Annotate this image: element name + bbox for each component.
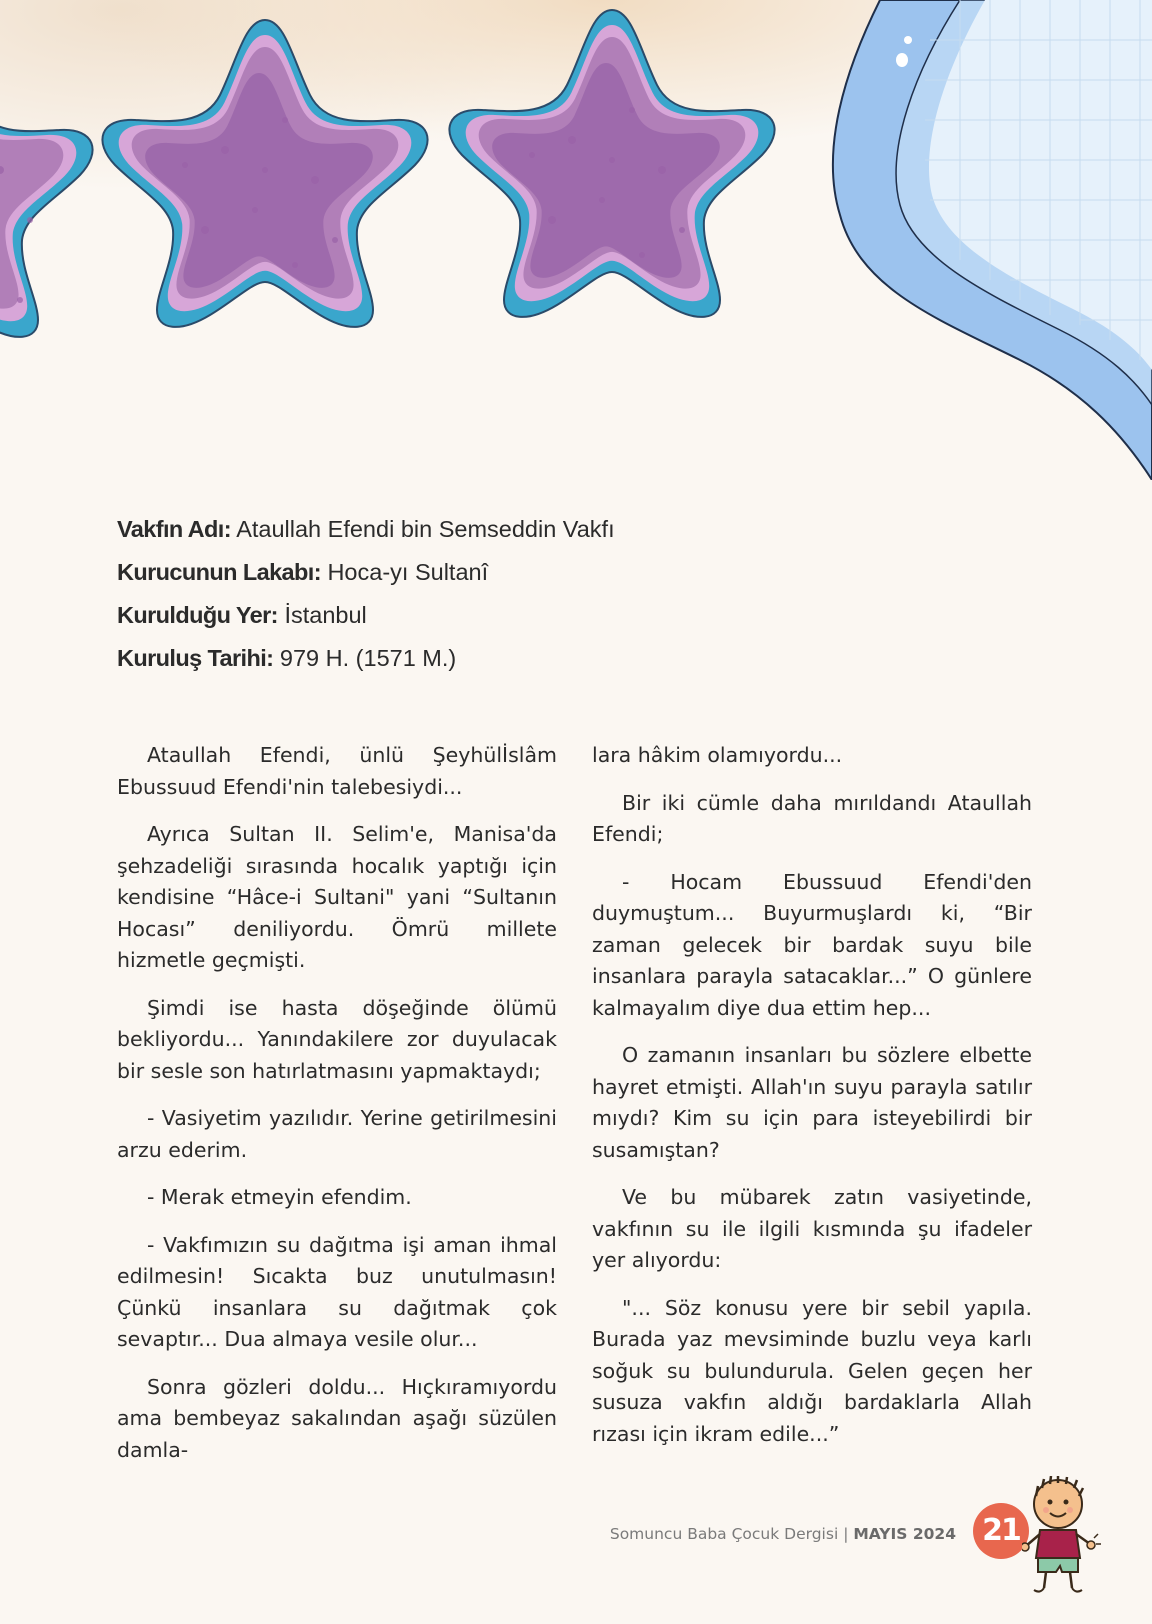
paragraph: Ve bu mübarek zatın vasiyetinde, vakfının su ile ilgili kısmında şu ifadeler yer alıyordu: [592,1185,1032,1272]
info-value: Ataullah Efendi bin Semseddin Vakfı [236,516,615,542]
paragraph: "... Söz konusu yere bir sebil yapıla. Burada yaz mevsiminde buzlu veya karlı soğuk su bulundurula. Gelen geçen her susuza vakfın aldığı bardaklarla Allah rızası için ikram edile...” [592,1295,1032,1446]
paragraph: Sonra gözleri doldu... Hıçkıramıyordu ama bembeyaz sakalından aşağı süzülen damla- [117,1374,557,1462]
foundation-info [117,508,615,680]
starfish-icon [449,10,774,317]
header-illustration [0,0,1152,480]
magazine-name: Somuncu Baba Çocuk Dergisi [609,1525,839,1543]
footer-separator: | [843,1525,849,1543]
pool-icon [833,0,1152,480]
article-column-left [117,740,557,1482]
paragraph-continuation: lara hâkim olamıyordu... [592,743,843,767]
page-footer [570,1525,956,1543]
paragraph: - Vakfımızın su dağıtma işi aman ihmal edilmesin! Sıcakta buz unutulmasın! Çünkü insanlara su dağıtmak çok sevaptır... Dua almaya vesile olur... [117,1232,557,1351]
info-row-name [117,508,615,551]
page-number: 21 [973,1503,1029,1559]
info-label: Vakfın Adı: [117,516,231,542]
issue-date: MAYIS 2024 [853,1525,956,1543]
info-label: Kurulduğu Yer: [117,602,278,628]
boy-mascot-icon [1022,1476,1102,1596]
paragraph: Ataullah Efendi, ünlü Şeyhülİslâm Ebussuud Efendi'nin talebesiydi... [117,743,557,799]
info-value: 979 H. (1571 M.) [279,645,457,671]
info-label: Kuruluş Tarihi: [117,645,274,671]
paragraph: O zamanın insanları bu sözlere elbette hayret etmişti. Allah'ın suyu parayla satılır mıydı? Kim su için para isteyebilirdi bir susamıştan? [592,1043,1032,1162]
starfish-icon [102,20,427,327]
paragraph: Ayrıca Sultan II. Selim'e, Manisa'da şehzadeliği sırasında hocalık yaptığı için kendisine “Hâce-i Sultani" yani “Sultanın Hocası” deniliyordu. Ömrü millete hizmetle geçmişti. [117,822,557,972]
info-row-date [117,637,615,680]
paragraph: Şimdi ise hasta döşeğinde ölümü bekliyordu... Yanındakilere zor duyulacak bir sesle son hatırlatmasını yapmaktaydı; [117,995,557,1083]
info-label: Kurucunun Lakabı: [117,559,321,585]
paragraph: - Vasiyetim yazılıdır. Yerine getirilmesini arzu ederim. [117,1106,557,1162]
starfish-icon [0,30,93,337]
info-row-title [117,551,615,594]
info-value: İstanbul [284,602,367,628]
article-column-right [592,740,1032,1466]
paragraph: - Hocam Ebussuud Efendi'den duymuştum... Buyurmuşlardı ki, “Bir zaman gelecek bir bardak suyu bile insanlara parayla satacaklar...” O günlere kalmayalım diye dua ettim hep... [592,869,1032,1020]
info-row-place [117,594,615,637]
paragraph: - Merak etmeyin efendim. [147,1185,412,1209]
info-value: Hoca-yı Sultanî [327,559,489,585]
paragraph: Bir iki cümle daha mırıldandı Ataullah Efendi; [592,790,1032,846]
